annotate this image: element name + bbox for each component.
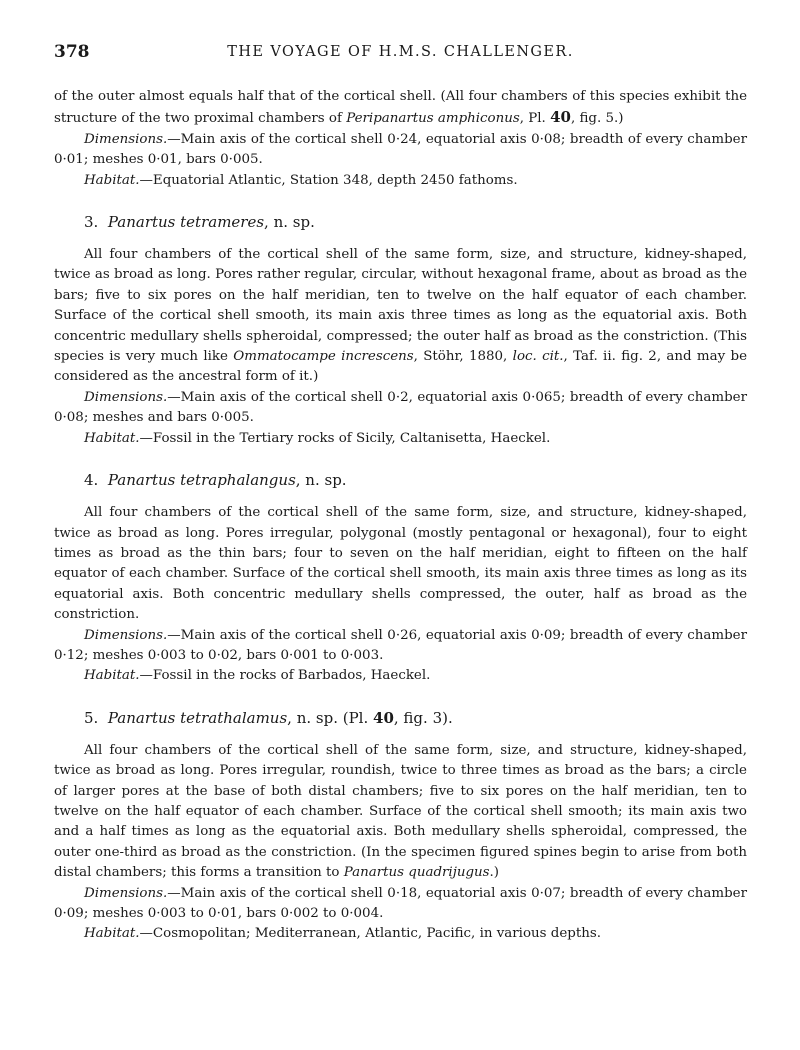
species-name: Panartus tetrameres [107, 213, 265, 232]
intro-text: of the outer almost equals half that of the cortical shell. (All four chambers of this species exhibit the structure of the two proximal chambers of [54, 89, 747, 127]
dimensions-paragraph [54, 626, 747, 667]
dimensions-label: Dimensions. [84, 885, 168, 901]
description-paragraph [54, 741, 747, 884]
description-paragraph: All four chambers of the cortical shell of the same form, size, and structure, kidney-shaped, twice as broad as long. Pores irregular, polygonal (mostly pentagonal or hexagonal), four to eight times as broad as the thin bars; four to seven on the half meridian, eight to fifteen on the half equator of each chamber. Surface of the cortical shell smooth, its main axis three times as long as its equatorial axis. Both concentric medullary shells compressed, the outer, half as broad as the constriction. [54, 505, 747, 623]
page [54, 42, 747, 945]
description-text: .) [489, 865, 500, 881]
dimensions-text: —Main axis of the cortical shell 0·26, equatorial axis 0·09; breadth of every chamber 0·12; meshes 0·003 to 0·02, bars 0·001 to 0·003. [54, 627, 747, 663]
habitat-label: Habitat. [84, 668, 140, 684]
habitat-label: Habitat. [84, 430, 140, 446]
dimensions-label: Dimensions. [84, 627, 168, 643]
habitat-paragraph [54, 666, 747, 686]
intro-text: , fig. 5.) [570, 111, 624, 127]
habitat-text: —Cosmopolitan; Mediterranean, Atlantic, Pacific, in various depths. [139, 926, 601, 942]
plate-number: 40 [550, 108, 571, 127]
habitat-text: —Fossil in the Tertiary rocks of Sicily, Caltanisetta, Haeckel. [139, 430, 551, 446]
dimensions-paragraph [54, 388, 747, 429]
species-name: Panartus tetraphalangus [107, 471, 296, 490]
habitat-label: Habitat. [84, 172, 140, 188]
species-number: 3. [84, 213, 99, 232]
dimensions-paragraph [54, 884, 747, 925]
citation-abbrev: loc. cit. [512, 349, 564, 365]
dimensions-text: —Main axis of the cortical shell 0·2, equatorial axis 0·065; breadth of every chamber 0·08; meshes and bars 0·005. [54, 389, 747, 426]
dimensions-text: —Main axis of the cortical shell 0·18, equatorial axis 0·07; breadth of every chamber 0·09; meshes 0·003 to 0·01, bars 0·002 to 0·004. [54, 885, 747, 921]
species-heading [54, 213, 747, 231]
habitat-text: —Equatorial Atlantic, Station 348, depth 2450 fathoms. [139, 172, 518, 188]
habitat-label: Habitat. [84, 926, 140, 942]
species-suffix: , n. sp. (Pl. [287, 708, 374, 727]
habitat-paragraph [54, 924, 747, 944]
intro-paragraph [54, 87, 747, 130]
species-heading [54, 709, 747, 727]
description-text: , Stöhr, 1880, [413, 349, 513, 365]
species-number: 5. [84, 708, 99, 727]
description-text: All four chambers of the cortical shell of the same form, size, and structure, kidney-shaped, twice as broad as long. Pores irregular, roundish, twice to three times as broad as the bars; a circle of larger pores at the base of both distal chambers; five to six pores on the half meridian, ten to twelve on the half equator of each chamber. Surface of the cortical shell smooth; its main axis two and a half times as long as the equatorial axis. Both medullary shells spheroidal, compressed, the outer one-third as broad as the constriction. (In the specimen figured spines begin to arise from both distal chambers; this forms a transition to [54, 742, 747, 881]
description-paragraph [54, 245, 747, 388]
plate-number: 40 [373, 708, 394, 727]
species-suffix: , n. sp. [295, 471, 347, 490]
dimensions-label: Dimensions. [84, 131, 168, 147]
habitat-text: —Fossil in the rocks of Barbados, Haeckel. [139, 668, 431, 684]
species-reference: Ommatocampe increscens [233, 349, 414, 365]
intro-text: , Pl. [519, 111, 551, 127]
species-reference: Peripanartus amphiconus [346, 111, 520, 127]
running-title: THE VOYAGE OF H.M.S. CHALLENGER. [227, 44, 574, 60]
species-reference: Panartus quadrijugus [343, 865, 490, 881]
description-text: , Taf. ii. fig. 2, and may be considered as the ancestral form of it.) [54, 349, 747, 385]
species-suffix: , fig. 3). [393, 708, 453, 727]
dimensions-label: Dimensions. [84, 389, 168, 405]
dimensions-text: —Main axis of the cortical shell 0·24, equatorial axis 0·08; breadth of every chamber 0·01; meshes 0·01, bars 0·005. [54, 131, 747, 168]
habitat-paragraph [54, 429, 747, 449]
species-heading [54, 471, 747, 489]
description-text: All four chambers of the cortical shell of the same form, size, and structure, kidney-shaped, twice as broad as long. Pores rather regular, circular, without hexagonal frame, about as broad as the bars; five to six pores on the half meridian, ten to twelve on the half equator of each chamber. Surface of the cortical shell smooth, its main axis three times as long as the equatorial axis. Both concentric medullary shells spheroidal, compressed; the outer half as broad as the constriction. (This species is very much like [54, 247, 747, 365]
species-name: Panartus tetrathalamus [107, 708, 288, 727]
dimensions-paragraph [54, 130, 747, 171]
species-number: 4. [84, 471, 99, 490]
habitat-paragraph [54, 171, 747, 191]
page-header [54, 42, 747, 68]
page-number: 378 [54, 42, 90, 62]
species-suffix: , n. sp. [264, 213, 315, 232]
